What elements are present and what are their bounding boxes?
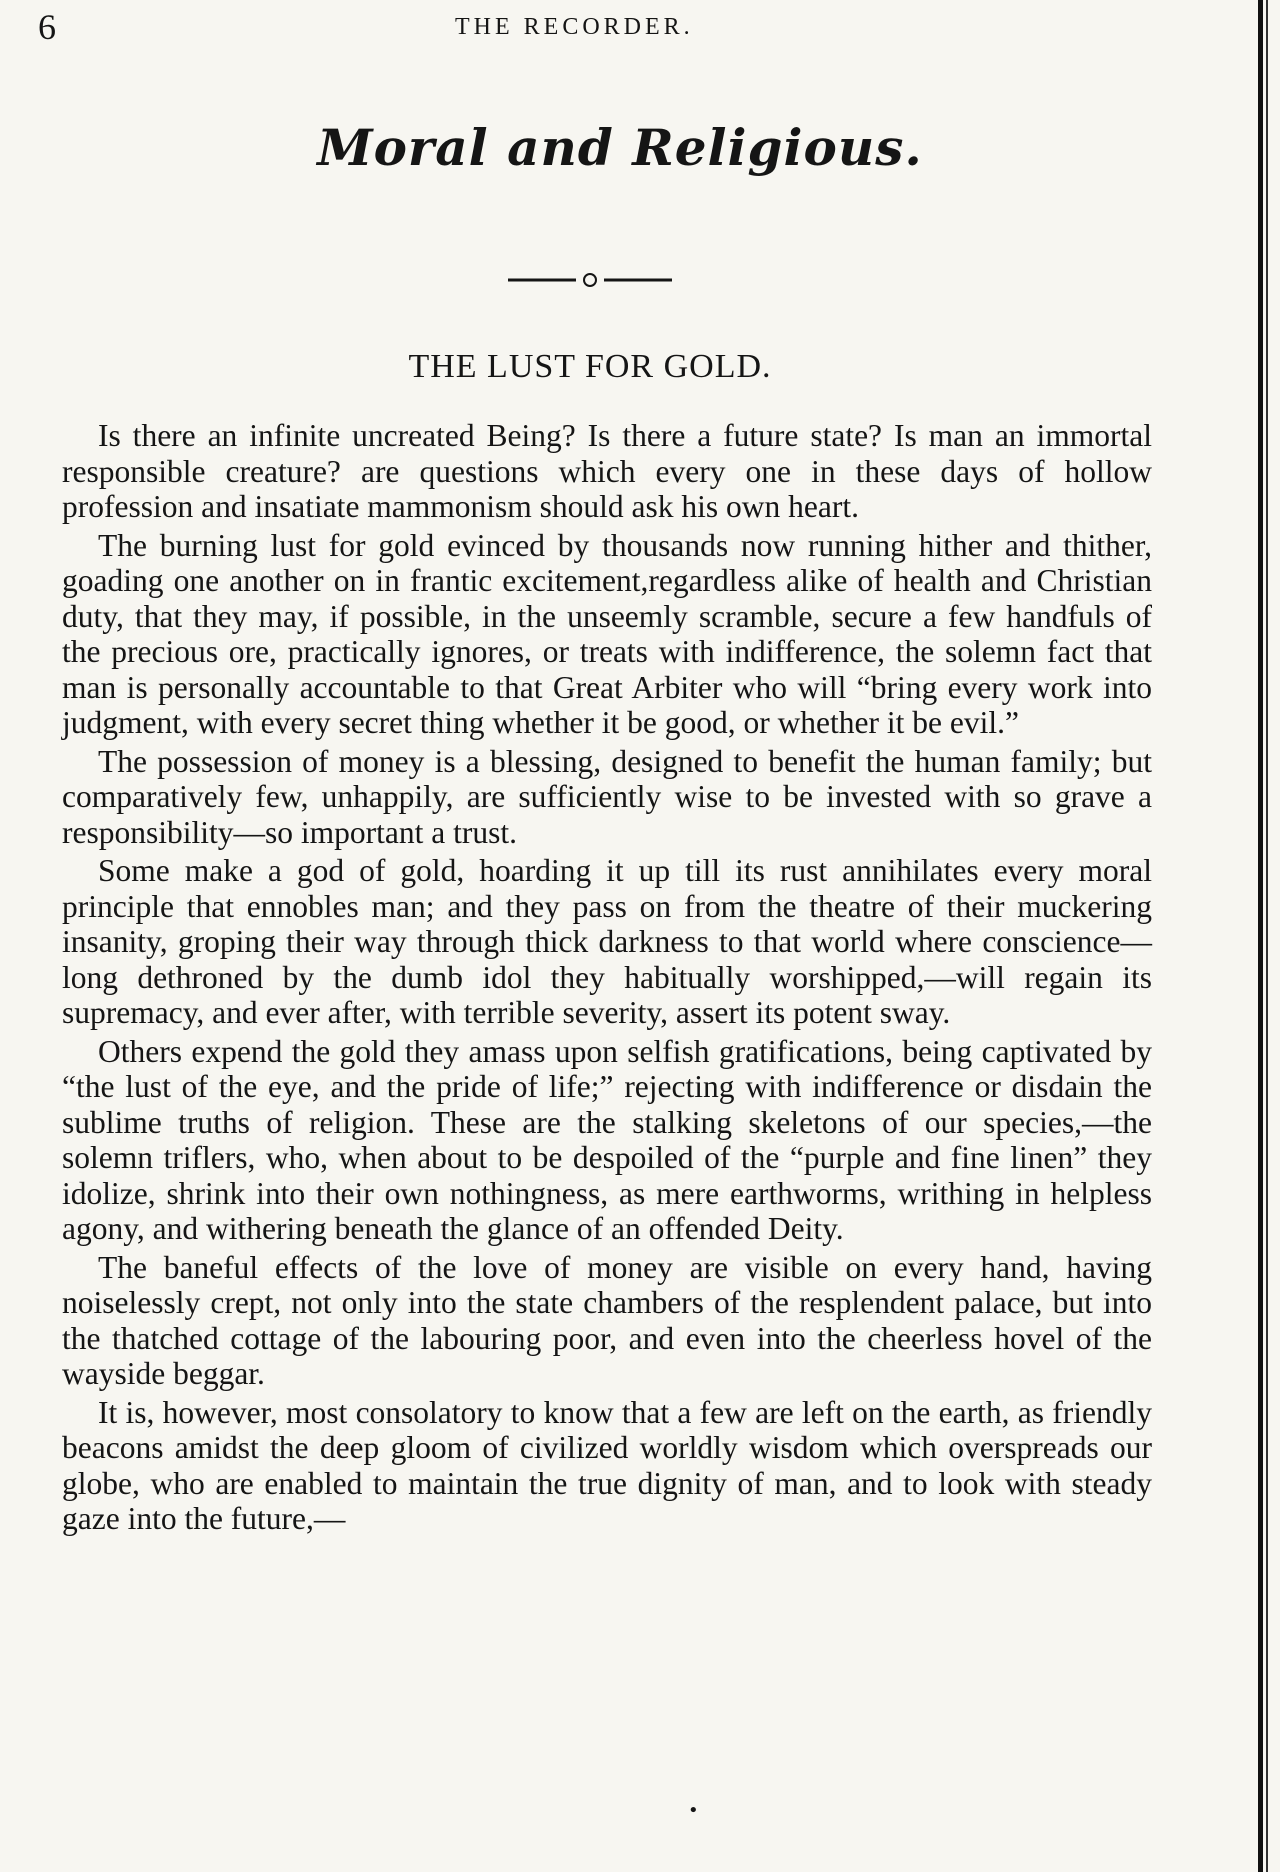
paragraph: Others expend the gold they amass upon selfish gratifications, being captivated by “the lust of the eye, and the pride of life;” rejecting with indifference or disdain the sublime truths of religion. These are the stalking skeletons of our species,—the solemn triflers, who, when about to be despoiled of the “purple and fine linen” they idolize, shrink into their own nothingness, as mere earthworms, writhing in helpless agony, and withering beneath the glance of an offended Deity. <box>62 1033 1152 1246</box>
paragraph: Some make a god of gold, hoarding it up till its rust annihilates every moral principle that ennobles man; and they pass on from the theatre of their muckering insanity, groping their way through thick darkness to that world where conscience—long dethroned by the dumb idol they habitually worshipped,—will regain its supremacy, and ever after, with terrible severity, assert its potent sway. <box>62 853 1152 1030</box>
footer-mark: • <box>688 1800 699 1821</box>
paragraph: Is there an infinite uncreated Being? Is there a future state? Is man an immortal responsible creature? are questions which every one in these days of hollow profession and insatiate mammonism should ask his own heart. <box>62 418 1152 524</box>
article-title: THE LUST FOR GOLD. <box>408 348 772 385</box>
paragraph: The baneful effects of the love of money are visible on every hand, having noiselessly crept, not only into the state chambers of the resplendent palace, but into the thatched cottage of the labouring poor, and even into the cheerless hovel of the wayside beggar. <box>62 1249 1152 1391</box>
paragraph: It is, however, most consolatory to know that a few are left on the earth, as friendly beacons amidst the deep gloom of civilized worldly wisdom which overspreads our globe, who are enabled to maintain the true dignity of man, and to look with steady gaze into the future,— <box>62 1394 1152 1536</box>
paragraph: The burning lust for gold evinced by thousands now running hither and thither, goading one another on in frantic excitement,regardless alike of health and Christian duty, that they may, if possible, in the unseemly scramble, secure a few handfuls of the precious ore, practically ignores, or treats with indifference, the solemn fact that man is personally accountable to that Great Arbiter who will “bring every work into judgment, with every secret thing whether it be good, or whether it be evil.” <box>62 527 1152 740</box>
paragraph: The possession of money is a blessing, designed to benefit the human family; but comparatively few, unhappily, are sufficiently wise to be invested with so grave a responsibility—so important a trust. <box>62 743 1152 850</box>
ornament-divider-icon <box>508 268 672 292</box>
running-head: THE RECORDER. <box>455 14 694 40</box>
page-header <box>0 6 1240 46</box>
page-number: 6 <box>38 7 56 47</box>
page-edge-rule <box>1258 0 1263 1872</box>
section-title: Moral and Religious. <box>317 118 923 177</box>
page-edge-rule-secondary <box>1266 0 1268 1872</box>
article-body <box>62 418 1152 1540</box>
